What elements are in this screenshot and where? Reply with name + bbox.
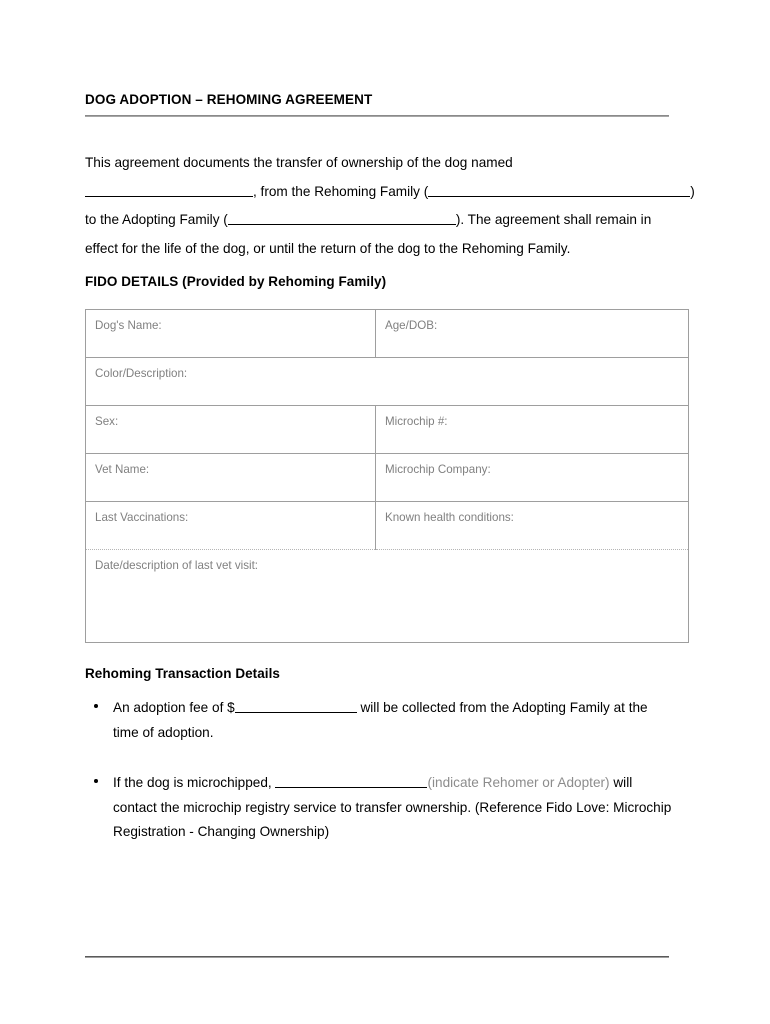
table-row [86, 454, 689, 502]
table-row [86, 310, 689, 358]
footer-divider [85, 956, 669, 958]
intro-line-1-text: This agreement documents the transfer of ownership of the dog named [85, 155, 513, 170]
fido-details-table [85, 309, 689, 643]
intro-line-3-text: ). The agreement shall remain in [455, 212, 652, 227]
list-item [85, 696, 675, 745]
microchip-transfer-text [113, 771, 675, 845]
microchip-post: will contact the microchip registry service to transfer ownership. (Reference Fido Love: Microchip Registration - Changing Ownership) [113, 775, 672, 839]
intro-line-4-text: effect for the life of the dog, or until the return of the dog to the Rehoming Family. [85, 240, 571, 256]
table-row [86, 358, 689, 406]
intro-line-3 [85, 206, 675, 235]
table-row [86, 502, 689, 550]
microchip-responsible-party-blank[interactable] [275, 774, 427, 788]
adoption-fee-post: will be collected from the Adopting Family at the time of adoption. [113, 700, 648, 740]
fido-details-heading: FIDO DETAILS (Provided by Rehoming Family) [85, 274, 387, 289]
intro-line-2-text: , from the Rehoming Family ( [253, 183, 429, 199]
rehoming-transaction-details-heading: Rehoming Transaction Details [85, 666, 280, 681]
transaction-bullet-list [85, 696, 675, 845]
intro-line-3-start: to the Adopting Family ( [85, 212, 228, 227]
intro-line-1 [85, 149, 675, 178]
intro-paragraph [85, 149, 695, 263]
page-title: DOG ADOPTION – REHOMING AGREEMENT [85, 92, 373, 107]
cell-last-vaccinations[interactable]: Last Vaccinations: [86, 502, 376, 550]
intro-line-2 [85, 178, 695, 207]
intro-line-2-end: ) [690, 183, 695, 199]
list-item [85, 771, 675, 845]
cell-color-description[interactable]: Color/Description: [86, 358, 689, 406]
cell-age-dob[interactable]: Age/DOB: [376, 310, 689, 358]
title-divider [85, 115, 669, 117]
cell-dogs-name[interactable]: Dog's Name: [86, 310, 376, 358]
cell-sex[interactable]: Sex: [86, 406, 376, 454]
rehoming-family-blank[interactable] [428, 183, 690, 197]
cell-microchip-number[interactable]: Microchip #: [376, 406, 689, 454]
dog-name-blank[interactable] [85, 183, 253, 197]
adoption-fee-text [113, 696, 675, 745]
microchip-pre: If the dog is microchipped, [113, 775, 276, 790]
cell-last-vet-visit[interactable]: Date/description of last vet visit: [86, 550, 689, 643]
cell-microchip-company[interactable]: Microchip Company: [376, 454, 689, 502]
adopting-family-blank[interactable] [228, 211, 456, 225]
intro-line-4 [85, 235, 675, 264]
table-row [86, 550, 689, 643]
adoption-fee-pre: An adoption fee of $ [113, 700, 235, 715]
microchip-gray-note: (indicate Rehomer or Adopter) [427, 775, 610, 790]
adoption-fee-blank[interactable] [235, 699, 357, 713]
bullet-icon [94, 779, 98, 783]
table-row [86, 406, 689, 454]
cell-known-health-conditions[interactable]: Known health conditions: [376, 502, 689, 550]
bullet-icon [94, 704, 98, 708]
cell-vet-name[interactable]: Vet Name: [86, 454, 376, 502]
